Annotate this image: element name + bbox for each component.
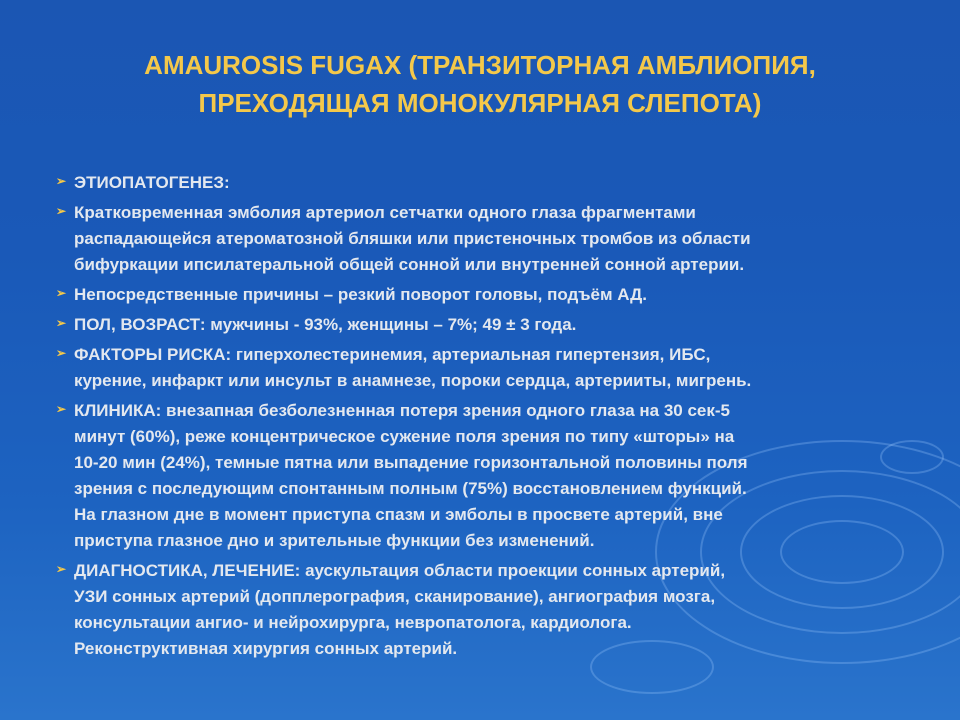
list-item-line: На глазном дне в момент приступа спазм и эмболы в просвете артерий, вне [74,505,723,524]
list-item-line: ДИАГНОСТИКА, ЛЕЧЕНИЕ: аускультация области проекции сонных артерий, [74,561,726,580]
bullet-list [56,170,926,666]
arrow-bullet-icon: ➢ [56,174,67,188]
slide-title [40,46,920,122]
list-item [56,342,926,394]
list-item-line: ЭТИОПАТОГЕНЕЗ: [74,173,230,192]
arrow-bullet-icon: ➢ [56,402,67,416]
title-line-1: AMAUROSIS FUGAX (ТРАНЗИТОРНАЯ АМБЛИОПИЯ, [144,50,816,80]
arrow-bullet-icon: ➢ [56,346,67,360]
arrow-bullet-icon: ➢ [56,316,67,330]
list-item-line: Реконструктивная хирургия сонных артерий. [74,639,458,658]
title-line-2: ПРЕХОДЯЩАЯ МОНОКУЛЯРНАЯ СЛЕПОТА) [198,88,762,118]
list-item-line: бифуркации ипсилатеральной общей сонной или внутренней сонной артерии. [74,255,745,274]
list-item-line: минут (60%), реже концентрическое сужение поля зрения по типу «шторы» на [74,427,735,446]
list-item-line: консультации ангио- и нейрохирурга, невропатолога, кардиолога. [74,613,632,632]
arrow-bullet-icon: ➢ [56,204,67,218]
list-item-line: зрения с последующим спонтанным полным (75%) восстановлением функций. [74,479,747,498]
arrow-bullet-icon: ➢ [56,562,67,576]
list-item-line: курение, инфаркт или инсульт в анамнезе, пороки сердца, артерииты, мигрень. [74,371,752,390]
list-item [56,200,926,278]
list-item-line: распадающейся атероматозной бляшки или пристеночных тромбов из области [74,229,751,248]
list-item-line: 10-20 мин (24%), темные пятна или выпадение горизонтальной половины поля [74,453,748,472]
list-item-line: УЗИ сонных артерий (допплерография, сканирование), ангиография мозга, [74,587,716,606]
list-item-line: приступа глазное дно и зрительные функции без изменений. [74,531,595,550]
list-item-line: КЛИНИКА: внезапная безболезненная потеря зрения одного глаза на 30 сек-5 [74,401,730,420]
list-item [56,282,926,308]
list-item-line: ПОЛ, ВОЗРАСТ: мужчины - 93%, женщины – 7%; 49 ± 3 года. [74,315,577,334]
list-item-line: Непосредственные причины – резкий поворот головы, подъём АД. [74,285,647,304]
arrow-bullet-icon: ➢ [56,286,67,300]
list-item-line: ФАКТОРЫ РИСКА: гиперхолестеринемия, артериальная гипертензия, ИБС, [74,345,711,364]
list-item [56,398,926,554]
list-item-line: Кратковременная эмболия артериол сетчатки одного глаза фрагментами [74,203,696,222]
list-item [56,312,926,338]
list-item [56,558,926,662]
list-item [56,170,926,196]
